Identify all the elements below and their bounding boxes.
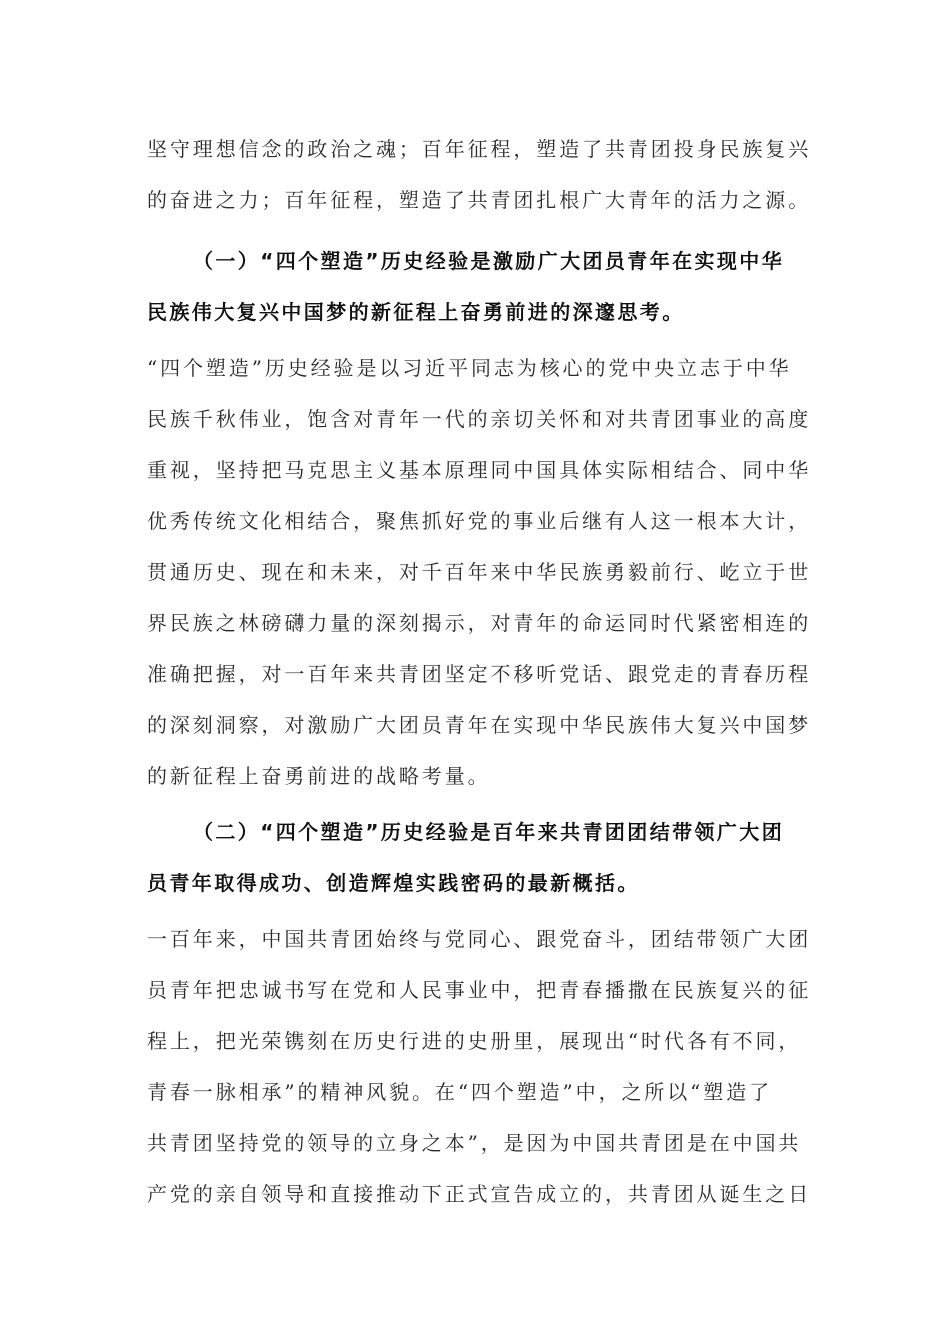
heading-line: （二）“四个塑造”历史经验是百年来共青团团结带领广大团 xyxy=(193,820,785,844)
text-line: 一百年来，中国共青团始终与党同心、跟党奋斗，团结带领广大团 xyxy=(147,927,812,951)
section-heading-1 xyxy=(147,236,807,338)
text-line: 优秀传统文化相结合，聚焦抓好党的事业后继有人这一根本大计， xyxy=(147,509,812,533)
text-line: 贯通历史、现在和未来，对千百年来中华民族勇毅前行、屹立于世 xyxy=(147,560,812,584)
text-line: 青春一脉相承”的精神风貌。在“四个塑造”中，之所以“塑造了 xyxy=(147,1080,772,1104)
paragraph-section-1 xyxy=(147,343,812,802)
text-line: 重视，坚持把马克思主义基本原理同中国具体实际相结合、同中华 xyxy=(147,458,812,482)
heading-line: 员青年取得成功、创造辉煌实践密码的最新概括。 xyxy=(147,871,640,895)
text-line: 程上，把光荣镌刻在历史行进的史册里，展现出“时代各有不同， xyxy=(147,1029,802,1053)
heading-line: 民族伟大复兴中国梦的新征程上奋勇前进的深邃思考。 xyxy=(147,300,685,324)
heading-line: （一）“四个塑造”历史经验是激励广大团员青年在实现中华 xyxy=(193,249,785,273)
text-line: 的深刻洞察，对激励广大团员青年在实现中华民族伟大复兴中国梦 xyxy=(147,713,812,737)
section-heading-2 xyxy=(147,807,807,909)
text-line: 民族千秋伟业，饱含对青年一代的亲切关怀和对共青团事业的高度 xyxy=(147,407,812,431)
paragraph-intro xyxy=(147,124,812,226)
text-line: 的新征程上奋勇前进的战略考量。 xyxy=(147,764,491,788)
text-line: 员青年把忠诚书写在党和人民事业中，把青春播撒在民族复兴的征 xyxy=(147,978,812,1002)
text-line: 坚守理想信念的政治之魂；百年征程，塑造了共青团投身民族复兴 xyxy=(147,137,812,161)
document-page xyxy=(147,124,812,1220)
text-line: 准确把握，对一百年来共青团坚定不移听党话、跟党走的青春历程 xyxy=(147,662,812,686)
text-line: 产党的亲自领导和直接推动下正式宣告成立的，共青团从诞生之日 xyxy=(147,1182,812,1206)
text-line: 界民族之林磅礴力量的深刻揭示，对青年的命运同时代紧密相连的 xyxy=(147,611,812,635)
paragraph-section-2 xyxy=(147,914,812,1220)
text-line: “四个塑造”历史经验是以习近平同志为核心的党中央立志于中华 xyxy=(147,356,792,380)
text-line: 的奋进之力；百年征程，塑造了共青团扎根广大青年的活力之源。 xyxy=(147,188,812,212)
text-line: 共青团坚持党的领导的立身之本”，是因为中国共青团是在中国共 xyxy=(147,1131,802,1155)
